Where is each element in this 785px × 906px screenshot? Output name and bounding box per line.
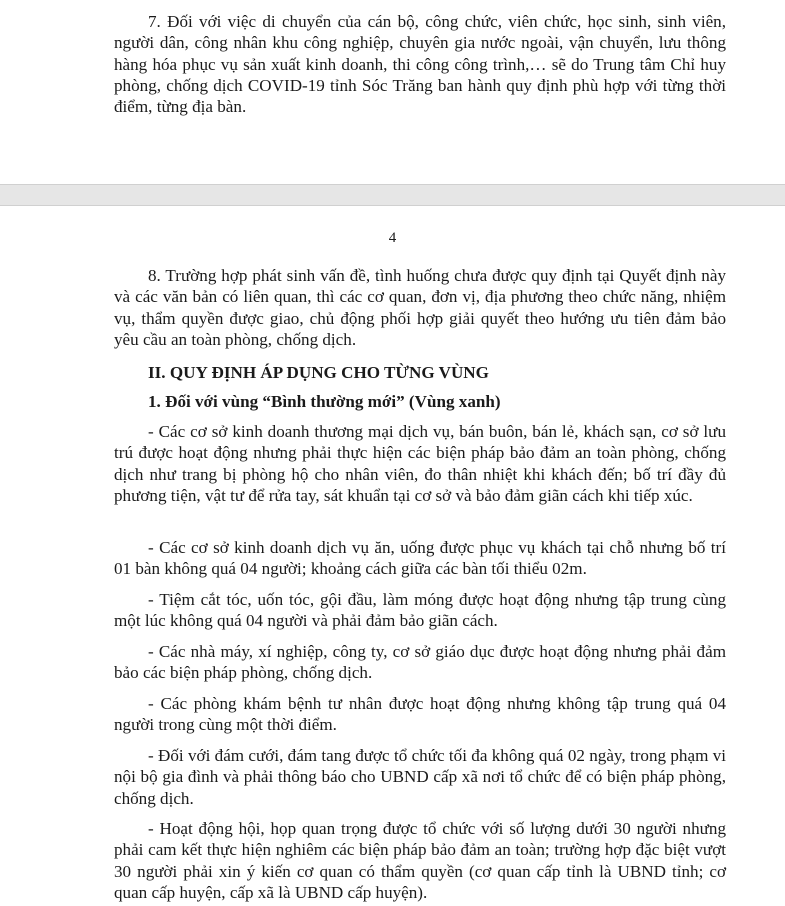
list-item: - Đối với đám cưới, đám tang được tổ chức tối đa không quá 02 ngày, trong phạm vi nội bộ gia đình và phải thông báo cho UBND cấp xã nơi tổ chức để có biện pháp phòng, chống dịch.: [114, 746, 726, 808]
page-separator: [0, 184, 785, 206]
paragraph-7: 7. Đối với việc di chuyển của cán bộ, công chức, viên chức, học sinh, sinh viên, người dân, công nhân khu công nghiệp, chuyên gia nước ngoài, vận chuyển, lưu thông hàng hóa phục vụ sản xuất kinh doanh, thi công công trình,… sẽ do Trung tâm Chỉ huy phòng, chống dịch COVID-19 tỉnh Sóc Trăng ban hành quy định phù hợp với từng thời điểm, từng địa bàn.: [114, 12, 726, 117]
list-item: - Các nhà máy, xí nghiệp, công ty, cơ sở giáo dục được hoạt động nhưng phải đảm bảo các biện pháp phòng, chống dịch.: [114, 642, 726, 683]
paragraph-8: 8. Trường hợp phát sinh vấn đề, tình huống chưa được quy định tại Quyết định này và các văn bản có liên quan, thì các cơ quan, đơn vị, địa phương theo chức năng, nhiệm vụ, thẩm quyền được giao, chủ động phối hợp giải quyết theo hướng ưu tiên đảm bảo yêu cầu an toàn phòng, chống dịch.: [114, 266, 726, 349]
list-item: - Tiệm cắt tóc, uốn tóc, gội đầu, làm móng được hoạt động nhưng tập trung cùng một lúc không quá 04 người và phải đảm bảo giãn cách.: [114, 590, 726, 631]
list-item: - Hoạt động hội, họp quan trọng được tổ chức với số lượng dưới 30 người nhưng phải cam kết thực hiện nghiêm các biện pháp bảo đảm an toàn; trường hợp đặc biệt vượt 30 người phải xin ý kiến cơ quan có thẩm quyền (cơ quan cấp tỉnh là UBND tỉnh; cơ quan cấp huyện, cấp xã là UBND cấp huyện).: [114, 819, 726, 902]
page-number: 4: [388, 230, 397, 246]
list-item: - Các phòng khám bệnh tư nhân được hoạt động nhưng không tập trung quá 04 người trong cùng một thời điểm.: [114, 694, 726, 735]
subsection-heading: 1. Đối với vùng “Bình thường mới” (Vùng xanh): [148, 392, 501, 411]
list-item: - Các cơ sở kinh doanh thương mại dịch vụ, bán buôn, bán lẻ, khách sạn, cơ sở lưu trú được hoạt động nhưng phải thực hiện các biện pháp bảo đảm an toàn phòng, chống dịch như trang bị phòng hộ cho nhân viên, đo thân nhiệt khi khách đến; bố trí đầy đủ phương tiện, vật tư để rửa tay, sát khuẩn tại cơ sở và bảo đảm giãn cách khi tiếp xúc.: [114, 422, 726, 505]
document-page-top: [0, 0, 785, 184]
document-page-bottom: [0, 206, 785, 906]
list-item: - Các cơ sở kinh doanh dịch vụ ăn, uống được phục vụ khách tại chỗ nhưng bố trí 01 bàn không quá 04 người; khoảng cách giữa các bàn tối thiểu 02m.: [114, 538, 726, 579]
section-heading: II. QUY ĐỊNH ÁP DỤNG CHO TỪNG VÙNG: [148, 363, 489, 382]
